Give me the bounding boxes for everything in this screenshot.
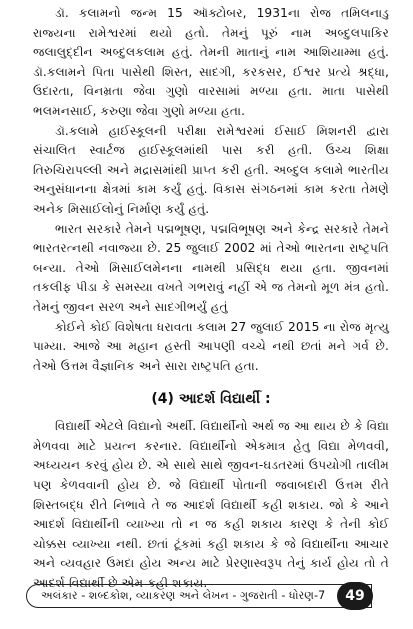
bio-paragraph-2: ડૉ.કલામે હાઈસ્કૂલની પરીક્ષા રામેશ્વરમાં ઈસાઈ મિશનરી દ્વારા સંચાલિત સ્વાર્ટજ હાઈસ્કૂલમાંથી પાસ કરી હતી. ઉચ્ચ શિક્ષા તિરુચિરાપલ્લી અને મદ્રાસમાંથી પ્રાપ્ત કરી હતી. અબ્દુલ કલામે ભારતીય અનુસંધાનના ક્ષેત્રમાં કામ કર્યું હતું. વિકાસ સંગઠનમાં કામ કરતા તેમણે અનેક મિસાઈલોનું નિર્માણ કર્યું હતું.: [33, 123, 389, 216]
page-number: 49: [345, 588, 365, 604]
bio-paragraph-4: કોઈને કોઈ વિશેષતા ધરાવતા કલામ 27 જુલાઈ 2015 ના રોજ મૃત્યુ પામ્યા. આજે આ મહાન હસ્તી આપણી વચ્ચે નથી છતાં મને ગર્વ છે. તેઓ ઉત્તમ વૈજ્ઞાનિક અને સારા રાષ્ટ્રપતિ હતા.: [33, 319, 389, 373]
page-number-badge: [337, 582, 373, 610]
section-heading: (4) આદર્શ વિદ્યાર્થી :: [151, 391, 271, 408]
bio-paragraph-3: ભારત સરકારે તેમને પદ્મભૂષણ, પદ્મવિભૂષણ અને કેન્દ્ર સરકારે તેમને ભારતરત્નથી નવાજ્યા છે. 25 જુલાઈ 2002 માં તેઓ ભારતના રાષ્ટ્રપતિ બન્યા. તેઓ મિસાઈલમેનના નામથી પ્રસિદ્ધ થયા હતા. જીવનમાં તકલીફ પીડા કે સમસ્યા વખતે ગભરાવું નહીં એ જ તેમનો મૂળ મંત્ર હતો. તેમનું જીવન સરળ અને સાદગીભર્યું હતું: [33, 221, 389, 314]
text-body: [33, 4, 389, 594]
student-paragraph: વિદ્યાર્થી એટલે વિદ્યાનો અર્થી. વિદ્યાર્થીનો અર્થ જ આ થાય છે કે વિદ્યા મેળવવા માટે પ્રયત્ન કરનાર. વિદ્યાર્થીનો એકમાત્ર હેતુ વિદ્યા મેળવવી, અધ્યયન કરવું હોય છે. એ સાથે સાથે જીવન-ઘડતરમાં ઉપયોગી તાલીમ પણ કેળવવાની હોય છે. જે વિદ્યાર્થી પોતાની જવાબદારી ઉત્તમ રીતે શિસ્તબદ્ધ રીતે નિભાવે તે જ આદર્શ વિદ્યાર્થી કહી શકાય. જો કે આને આદર્શ વિદ્યાર્થીની વ્યાખ્યા તો ન જ કહી શકાય કારણ કે તેની કોઈ ચોક્કસ વ્યાખ્યા નથી. છતાં ટૂંકમાં કહી શકાય કે જે વિદ્યાર્થીના આચાર અને વ્યવહાર ઉમદા હોય અન્ય માટે પ્રેરણાસ્વરૂપ તેનું કાર્ય હોય તો તે આદર્શ વિદ્યાર્થી છે એમ કહી શકાય.: [33, 419, 389, 591]
bio-paragraph-1: ડૉ. કલામનો જન્મ 15 ઑક્ટોબર, 1931ના રોજ તમિલનાડુ રાજ્યના રામેશ્વરમાં થયો હતો. તેમનું પૂરું નામ અબ્દુલપાકિર જલાલુદ્દીન અબ્દુલકલામ હતું. તેમની માતાનું નામ આશિયામ્મા હતું. ડૉ.કલામને પિતા પાસેથી શિસ્ત, સાદગી, કરકસર, ઈશ્વર પ્રત્યે શ્રદ્ધા, ઉદારતા, વિનમ્રતા જેવા ગુણો વારસામાં મળ્યા હતા. માતા પાસેથી ભલમનસાઈ, કરુણા જેવા ગુણો મળ્યા હતા.: [33, 6, 389, 118]
footer-text: અલંકાર - શબ્દકોશ, વ્યાકરણ અને લેખન - ગુજરાતી - ધોરણ-7: [41, 589, 326, 602]
footer-bar: [26, 584, 372, 608]
